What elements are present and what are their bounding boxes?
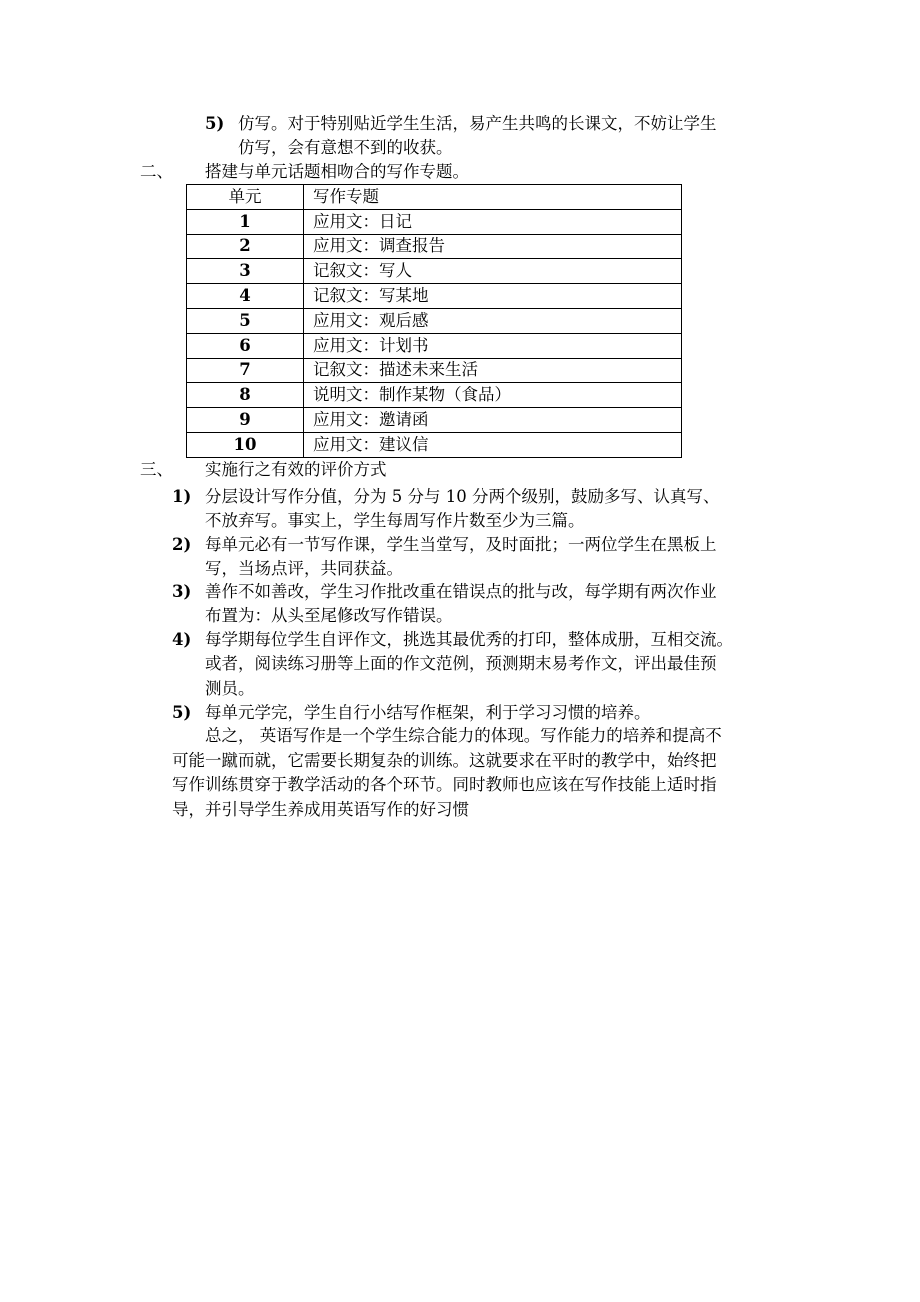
list-text-line: 善作不如善改，学生习作批改重在错误点的批与改，每学期有两次作业 bbox=[205, 582, 717, 601]
section-number: 二、 bbox=[140, 162, 173, 181]
table-cell-topic: 记叙文：写人 bbox=[304, 259, 682, 284]
table-cell-unit: 8 bbox=[187, 383, 304, 408]
table-row bbox=[187, 432, 682, 457]
table-header-topic: 写作专题 bbox=[304, 185, 682, 210]
table-cell-unit: 3 bbox=[187, 259, 304, 284]
list-text-line: 或者，阅读练习册等上面的作文范例，预测期末易考作文，评出最佳预 bbox=[205, 654, 717, 673]
list-number: 3) bbox=[172, 582, 192, 601]
list-text-line: 每单元学完，学生自行小结写作框架，利于学习习惯的培养。 bbox=[205, 703, 651, 722]
table-cell-topic: 应用文：日记 bbox=[304, 209, 682, 234]
list-text-line: 布置为：从头至尾修改写作错误。 bbox=[205, 606, 453, 625]
table-cell-unit: 2 bbox=[187, 234, 304, 259]
paragraph-line: 导，并引导学生养成用英语写作的好习惯 bbox=[172, 800, 469, 819]
paragraph-line: 写作训练贯穿于教学活动的各个环节。同时教师也应该在写作技能上适时指 bbox=[172, 775, 717, 794]
table-cell-topic: 应用文：观后感 bbox=[304, 308, 682, 333]
table-cell-topic: 应用文：计划书 bbox=[304, 333, 682, 358]
list-text-line: 分层设计写作分值，分为 5 分与 10 分两个级别，鼓励多写、认真写、 bbox=[205, 487, 720, 506]
table-row bbox=[187, 259, 682, 284]
table-cell-unit: 5 bbox=[187, 308, 304, 333]
table-cell-topic: 说明文：制作某物（食品） bbox=[304, 383, 682, 408]
table-header-row bbox=[187, 185, 682, 210]
table-cell-topic: 应用文：建议信 bbox=[304, 432, 682, 457]
list-text-line: 仿写。对于特别贴近学生生活，易产生共鸣的长课文，不妨让学生 bbox=[238, 114, 717, 133]
section-number: 三、 bbox=[140, 460, 173, 479]
section-title: 搭建与单元话题相吻合的写作专题。 bbox=[205, 162, 469, 181]
list-number: 5) bbox=[205, 114, 225, 133]
list-text-line: 仿写，会有意想不到的收获。 bbox=[238, 138, 453, 157]
table-cell-topic: 应用文：调查报告 bbox=[304, 234, 682, 259]
list-number: 2) bbox=[172, 535, 192, 554]
list-number: 4) bbox=[172, 630, 192, 649]
list-text-line: 写，当场点评，共同获益。 bbox=[205, 559, 403, 578]
list-number: 5) bbox=[172, 703, 192, 722]
list-number: 1) bbox=[172, 487, 192, 506]
table-row bbox=[187, 284, 682, 309]
table-cell-unit: 1 bbox=[187, 209, 304, 234]
table-cell-unit: 9 bbox=[187, 408, 304, 433]
table-cell-topic: 应用文：邀请函 bbox=[304, 408, 682, 433]
table-cell-unit: 4 bbox=[187, 284, 304, 309]
table-cell-unit: 7 bbox=[187, 358, 304, 383]
list-text-line: 每学期每位学生自评作文，挑选其最优秀的打印，整体成册，互相交流。 bbox=[205, 630, 733, 649]
table-row bbox=[187, 308, 682, 333]
table-row bbox=[187, 383, 682, 408]
table-row bbox=[187, 209, 682, 234]
list-text-line: 测员。 bbox=[205, 679, 255, 698]
table-cell-unit: 6 bbox=[187, 333, 304, 358]
table-cell-topic: 记叙文：描述未来生活 bbox=[304, 358, 682, 383]
table-row bbox=[187, 234, 682, 259]
list-text-line: 不放弃写。事实上，学生每周写作片数至少为三篇。 bbox=[205, 511, 585, 530]
unit-topic-table bbox=[186, 184, 682, 458]
table-header-unit: 单元 bbox=[187, 185, 304, 210]
table-cell-unit: 10 bbox=[187, 432, 304, 457]
table-row bbox=[187, 358, 682, 383]
table-cell-topic: 记叙文：写某地 bbox=[304, 284, 682, 309]
table-row bbox=[187, 408, 682, 433]
list-text-line: 每单元必有一节写作课，学生当堂写，及时面批；一两位学生在黑板上 bbox=[205, 535, 717, 554]
paragraph-line: 可能一蹴而就，它需要长期复杂的训练。这就要求在平时的教学中，始终把 bbox=[172, 751, 717, 770]
paragraph-line: 总之， 英语写作是一个学生综合能力的体现。写作能力的培养和提高不 bbox=[205, 726, 722, 745]
section-title: 实施行之有效的评价方式 bbox=[205, 460, 387, 479]
table-row bbox=[187, 333, 682, 358]
